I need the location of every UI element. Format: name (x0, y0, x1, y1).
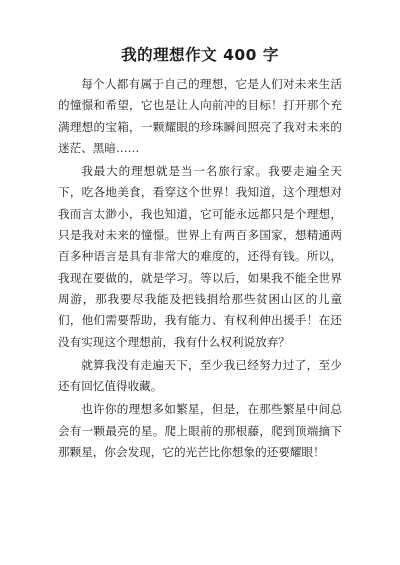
paragraph-1: 每个人都有属于自己的理想，它是人们对未来生活的憧憬和希望，它也是让人向前冲的目标！打开那个充满理想的宝箱，一颗耀眼的珍珠瞬间照亮了我对未来的迷茫、黑暗…… (58, 77, 342, 155)
document-title: 我的理想作文 400 字 (121, 46, 279, 64)
paragraph-3: 就算我没有走遍天下，至少我已经努力过了，至少还有回忆值得收藏。 (58, 357, 342, 394)
paragraph-4: 也许你的理想多如繁星，但是，在那些繁星中间总会有一颗最亮的星。爬上眼前的那根藤，爬到顶端摘下那颗星，你会发现，它的光芒比你想象的还要耀眼！ (58, 402, 342, 460)
paragraph-2: 我最大的理想就是当一名旅行家。我要走遍全天下，吃各地美食，看穿这个世界！我知道，这个理想对我而言太渺小，我也知道，它可能永远都只是个理想，只是我对未来的憧憬。世界上有两百多国家，想精通两百多种语言是具有非常大的难度的，还得有钱。所以，我现在要做的，就是学习。等以后，如果我不能全世界周游，那我要尽我能及把钱捐给那些贫困山区的儿童们，他们需要帮助，我有能力、有权利伸出援手！在还没有实现这个理想前，我有什么权利说放弃？ (58, 164, 342, 349)
